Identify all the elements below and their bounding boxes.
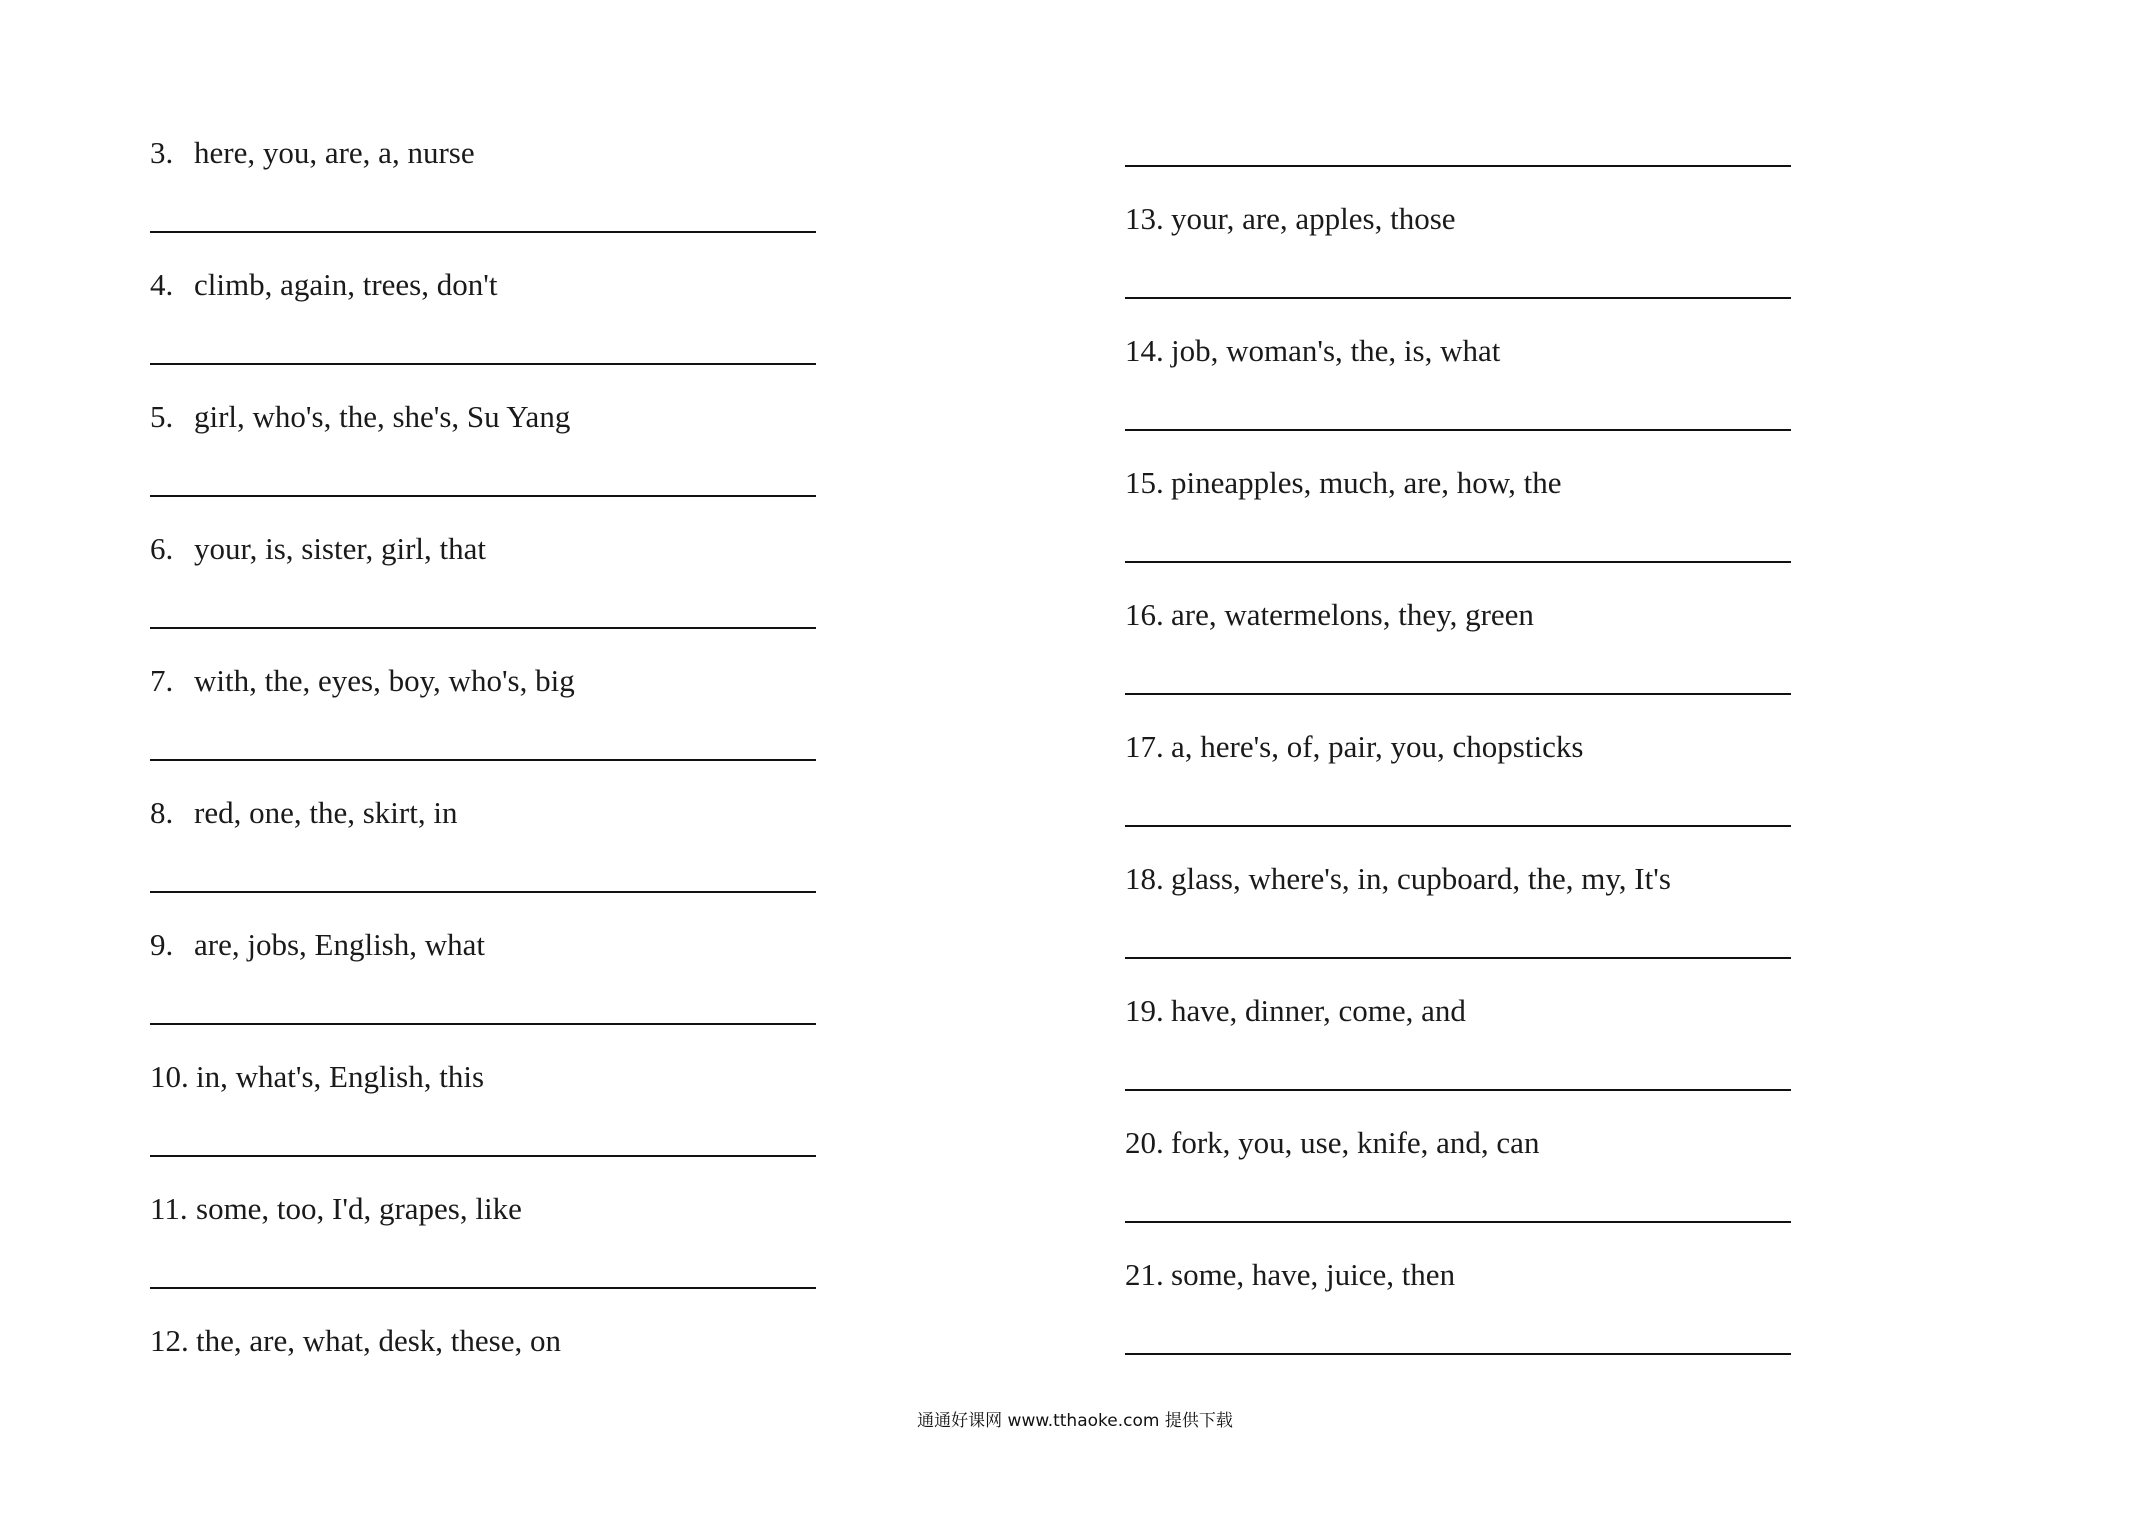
question-11: 11. some, too, I'd, grapes, like — [150, 1191, 522, 1226]
question-18: 18. glass, where's, in, cupboard, the, my, It's — [1125, 861, 1671, 896]
answer-line-12[interactable] — [1125, 165, 1791, 167]
question-19: 19. have, dinner, come, and — [1125, 993, 1466, 1028]
answer-line-15[interactable] — [1125, 561, 1791, 563]
footer-credit: 通通好课网 www.tthaoke.com 提供下载 — [917, 1411, 1233, 1431]
question-21: 21. some, have, juice, then — [1125, 1257, 1456, 1292]
question-6: 6. your, is, sister, girl, that — [150, 531, 486, 566]
answer-line-7[interactable] — [150, 759, 816, 761]
answer-line-13[interactable] — [1125, 297, 1791, 299]
question-5: 5. girl, who's, the, she's, Su Yang — [150, 399, 571, 434]
answer-line-5[interactable] — [150, 495, 816, 497]
answer-line-6[interactable] — [150, 627, 816, 629]
question-3: 3. here, you, are, a, nurse — [150, 135, 475, 170]
question-13: 13. your, are, apples, those — [1125, 201, 1456, 236]
question-8: 8. red, one, the, skirt, in — [150, 795, 458, 830]
answer-line-4[interactable] — [150, 363, 816, 365]
answer-line-14[interactable] — [1125, 429, 1791, 431]
question-15: 15. pineapples, much, are, how, the — [1125, 465, 1562, 500]
question-7: 7. with, the, eyes, boy, who's, big — [150, 663, 575, 698]
question-9: 9. are, jobs, English, what — [150, 927, 486, 962]
answer-line-10[interactable] — [150, 1155, 816, 1157]
answer-line-17[interactable] — [1125, 825, 1791, 827]
answer-line-3[interactable] — [150, 231, 816, 233]
question-16: 16. are, watermelons, they, green — [1125, 597, 1534, 632]
answer-line-16[interactable] — [1125, 693, 1791, 695]
question-12: 12. the, are, what, desk, these, on — [150, 1323, 561, 1358]
question-17: 17. a, here's, of, pair, you, chopsticks — [1125, 729, 1584, 764]
answer-line-8[interactable] — [150, 891, 816, 893]
answer-line-18[interactable] — [1125, 957, 1791, 959]
answer-line-21[interactable] — [1125, 1353, 1791, 1355]
question-14: 14. job, woman's, the, is, what — [1125, 333, 1501, 368]
answer-line-20[interactable] — [1125, 1221, 1791, 1223]
question-10: 10. in, what's, English, this — [150, 1059, 485, 1094]
answer-line-19[interactable] — [1125, 1089, 1791, 1091]
question-20: 20. fork, you, use, knife, and, can — [1125, 1125, 1540, 1160]
question-4: 4. climb, again, trees, don't — [150, 267, 498, 302]
answer-line-11[interactable] — [150, 1287, 816, 1289]
answer-line-9[interactable] — [150, 1023, 816, 1025]
